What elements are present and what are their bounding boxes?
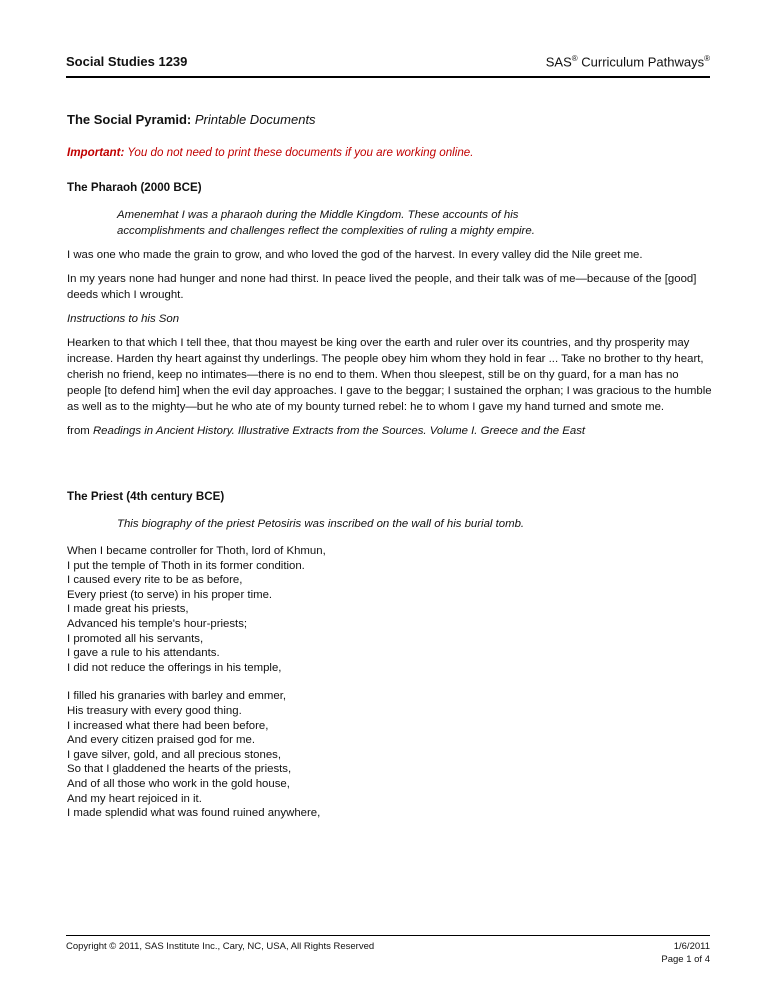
pharaoh-intro: Amenemhat I was a pharaoh during the Middle Kingdom. These accounts of his accomplishments and challenges reflect the complexities of ruling a mighty empire. bbox=[117, 209, 535, 237]
poem-line: I promoted all his servants, bbox=[67, 632, 204, 645]
poem-line: I gave a rule to his attendants. bbox=[67, 647, 220, 660]
page-header bbox=[66, 54, 710, 76]
poem-line: His treasury with every good thing. bbox=[67, 704, 242, 717]
page-number: Page 1 of 4 bbox=[661, 954, 710, 965]
instructions-title: Instructions to his Son bbox=[67, 313, 180, 325]
document-body bbox=[67, 112, 715, 830]
poem-line: And every citizen praised god for me. bbox=[67, 734, 256, 747]
copyright-notice: Copyright © 2011, SAS Institute Inc., Cary, NC, USA, All Rights Reserved bbox=[66, 941, 375, 952]
poem-line: When I became controller for Thoth, lord of Khmun, bbox=[67, 545, 326, 557]
poem-line: I caused every rite to be as before, bbox=[67, 574, 243, 587]
footer-meta bbox=[661, 940, 710, 966]
page-title: The Social Pyramid: Printable Documents bbox=[67, 112, 316, 127]
poem-line: I made great his priests, bbox=[67, 603, 189, 616]
poem-line: I made splendid what was found ruined anywhere, bbox=[67, 807, 321, 820]
priest-intro: This biography of the priest Petosiris was inscribed on the wall of his burial tomb. bbox=[117, 518, 525, 530]
poem-line: And of all those who work in the gold house, bbox=[67, 777, 290, 790]
source-citation: from Readings in Ancient History. Illustrative Extracts from the Sources. Volume I. Greece and the East bbox=[67, 425, 586, 437]
course-title: Social Studies 1239 bbox=[66, 54, 188, 69]
poem-stanza-2 bbox=[67, 689, 715, 820]
poem-line: I did not reduce the offerings in his temple, bbox=[67, 661, 282, 674]
pharaoh-heading: The Pharaoh (2000 BCE) bbox=[67, 181, 202, 194]
footer-divider bbox=[66, 935, 710, 936]
footer-date: 1/6/2011 bbox=[673, 941, 710, 952]
pharaoh-paragraph: Hearken to that which I tell thee, that thou mayest be king over the earth and ruler over its countries, and thy prosperity may increase. Harden thy heart against thy underlings. The people obey him whom they hold in fear ... Take no brother to thy heart, cherish no friend, keep no intimates—there is no end to them. When thou sleepest, still be on thy guard, for a man has no people [to defend him] when the evil day approaches. I gave to the beggar; I sustained the orphan; I was gracious to the humble as well as to the mighty—but he who ate of my bounty turned rebel: he to whom I gave my hand turned and smote me. bbox=[67, 337, 712, 413]
poem-stanza-1 bbox=[67, 544, 715, 675]
poem-line: And my heart rejoiced in it. bbox=[67, 792, 202, 805]
brand-name: SAS® Curriculum Pathways® bbox=[545, 54, 710, 70]
poem-line: Every priest (to serve) in his proper time. bbox=[67, 588, 273, 601]
important-notice: Important: You do not need to print these documents if you are working online. bbox=[67, 146, 474, 159]
poem-line: I filled his granaries with barley and emmer, bbox=[67, 690, 287, 703]
pharaoh-paragraph: In my years none had hunger and none had thirst. In peace lived the people, and their talk was of me—because of the [good] deeds which I wrought. bbox=[67, 273, 697, 301]
pharaoh-paragraph: I was one who made the grain to grow, and who loved the god of the harvest. In every valley did the Nile greet me. bbox=[67, 249, 643, 261]
poem-line: Advanced his temple's hour-priests; bbox=[67, 617, 248, 630]
priest-heading: The Priest (4th century BCE) bbox=[67, 490, 225, 503]
poem-line: I gave silver, gold, and all precious stones, bbox=[67, 748, 282, 761]
poem-line: I put the temple of Thoth in its former condition. bbox=[67, 559, 305, 572]
poem-line: So that I gladdened the hearts of the priests, bbox=[67, 763, 292, 776]
poem-line: I increased what there had been before, bbox=[67, 719, 269, 732]
header-divider bbox=[66, 76, 710, 78]
